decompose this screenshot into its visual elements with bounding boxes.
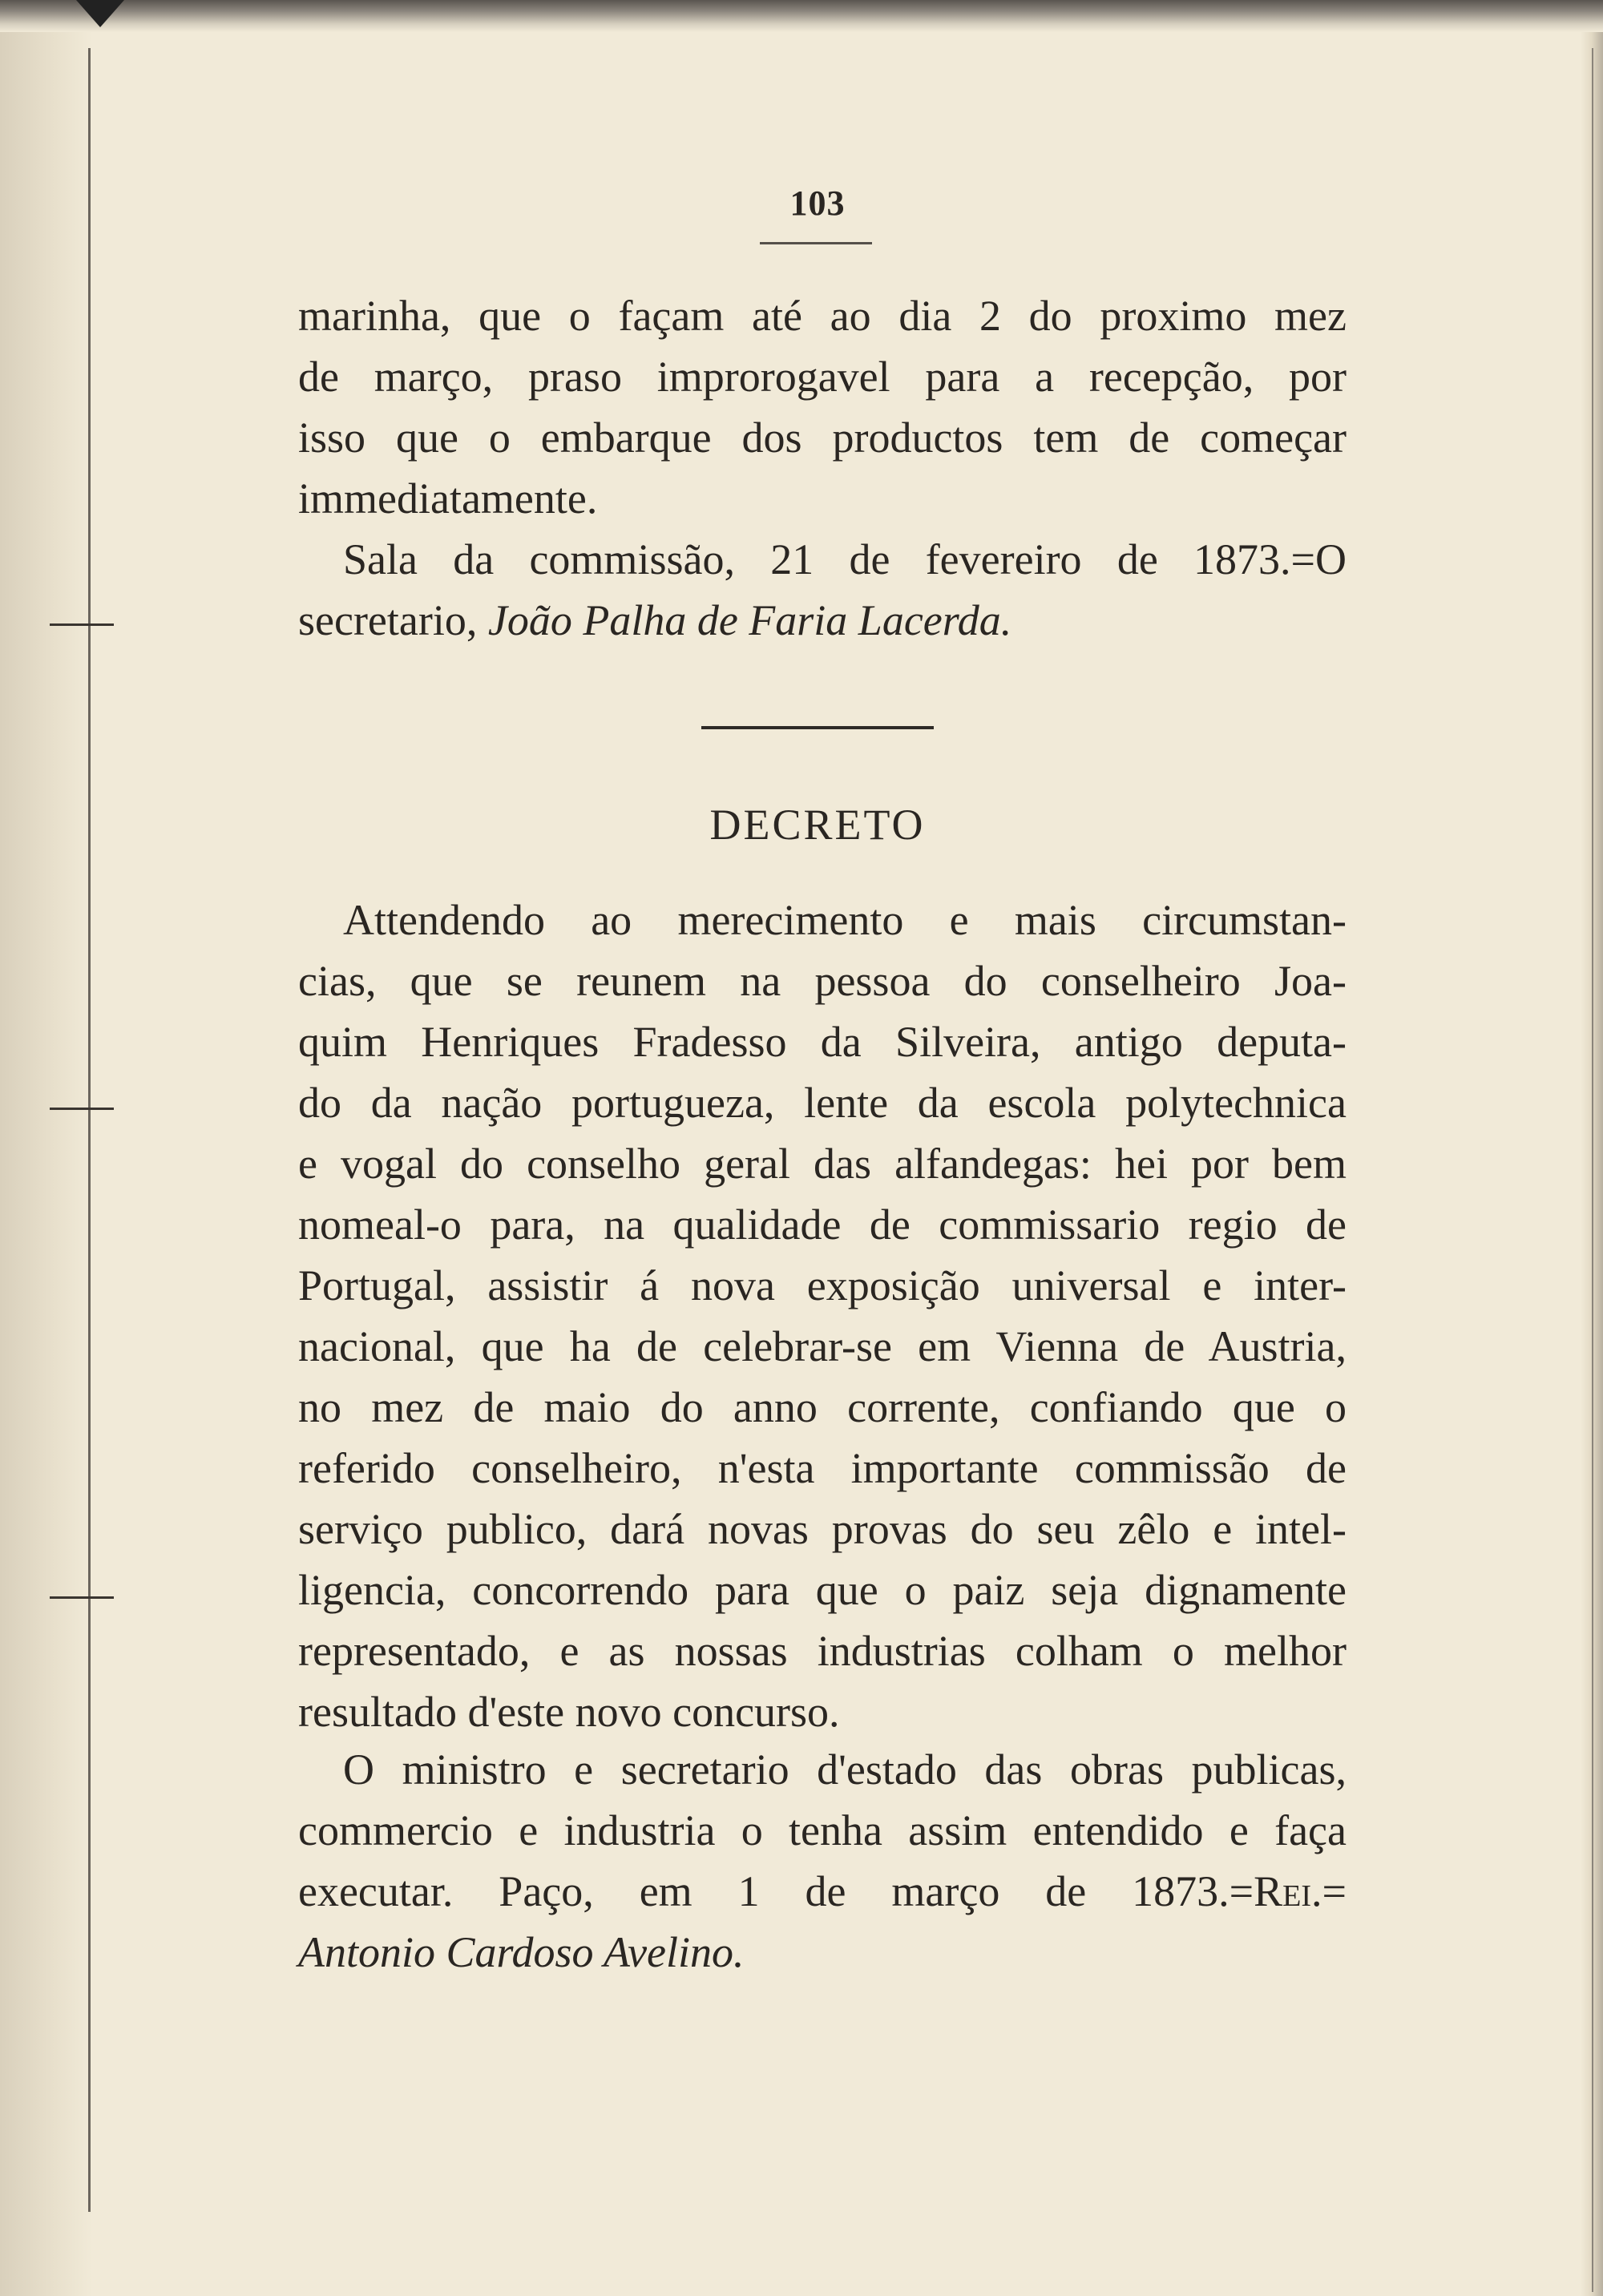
closing-line: [298, 1861, 1347, 1922]
text-line: Attendendo ao merecimento e mais circumstan-: [343, 896, 1347, 944]
minister-signature: Antonio Cardoso Avelino.: [298, 1928, 745, 1976]
intro-paragraph: [298, 285, 1347, 651]
closing-text: executar. Paço, em 1 de março de 1873.=: [298, 1867, 1254, 1915]
margin-tick-mark: [50, 1596, 114, 1599]
text-line: referido conselheiro, n'esta importante commissão de: [298, 1444, 1347, 1492]
text-line: do da nação portugueza, lente da escola polytechnica: [298, 1079, 1347, 1127]
text-line: O ministro e secretario d'estado das obras publicas,: [343, 1745, 1347, 1794]
text-line: immediatamente.: [298, 474, 598, 523]
secretary-line: [298, 590, 1347, 651]
closing-equals: =: [1322, 1867, 1347, 1915]
binding-edge: [0, 0, 1603, 32]
text-line: cias, que se reunem na pessoa do conselheiro Joa-: [298, 957, 1347, 1005]
binding-notch: [76, 0, 124, 27]
text-line: Portugal, assistir á nova exposição universal e inter-: [298, 1261, 1347, 1309]
king-signature: Rei.: [1254, 1867, 1322, 1915]
text-line: de março, praso improrogavel para a recepção, por: [298, 353, 1347, 401]
margin-tick-mark: [50, 623, 114, 626]
section-separator: [701, 726, 934, 729]
right-margin-rule: [1592, 48, 1593, 2292]
text-line: no mez de maio do anno corrente, confiando que o: [298, 1383, 1347, 1431]
text-line: representado, e as nossas industrias colham o melhor: [298, 1627, 1347, 1675]
text-line: commercio e industria o tenha assim entendido e faça: [298, 1806, 1347, 1854]
signature-date-line: Sala da commissão, 21 de fevereiro de 1873.=O: [343, 535, 1347, 583]
text-line: nomeal-o para, na qualidade de commissario regio de: [298, 1200, 1347, 1249]
left-margin-rule: [88, 48, 91, 2212]
page-number: 103: [789, 184, 846, 223]
page-number-underline: [760, 242, 872, 244]
text-line: e vogal do conselho geral das alfandegas: hei por bem: [298, 1140, 1347, 1188]
secretary-name: João Palha de Faria Lacerda.: [487, 596, 1012, 644]
decree-heading: DECRETO: [709, 801, 926, 849]
text-line: resultado d'este novo concurso.: [298, 1688, 840, 1736]
decree-paragraph: [298, 890, 1347, 1742]
left-gutter-shadow: [0, 32, 92, 2296]
text-line: marinha, que o façam até ao dia 2 do proximo mez: [298, 292, 1347, 340]
margin-tick-mark: [50, 1108, 114, 1110]
text-line: quim Henriques Fradesso da Silveira, antigo deputa-: [298, 1018, 1347, 1066]
text-line: serviço publico, dará novas provas do seu zêlo e intel-: [298, 1505, 1347, 1553]
closing-paragraph: [298, 1739, 1347, 1983]
secretary-label: secretario,: [298, 596, 478, 644]
text-line: nacional, que ha de celebrar-se em Vienna de Austria,: [298, 1322, 1347, 1370]
text-line: isso que o embarque dos productos tem de começar: [298, 414, 1347, 462]
text-line: ligencia, concorrendo para que o paiz seja dignamente: [298, 1566, 1347, 1614]
